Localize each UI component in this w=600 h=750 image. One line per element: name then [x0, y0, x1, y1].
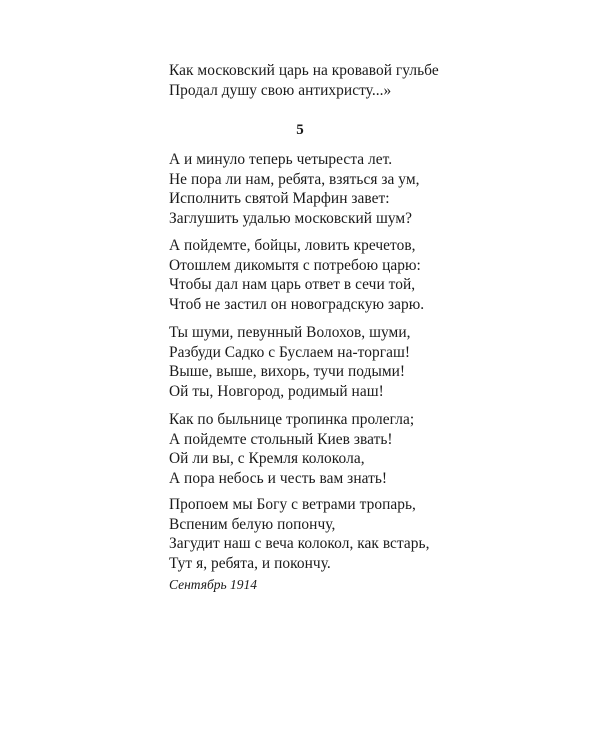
- poem-line: А пойдемте, бойцы, ловить кречетов,: [169, 237, 416, 254]
- poem-line: Заглушить удалью московский шум?: [169, 209, 413, 227]
- stanza-2: [169, 236, 424, 314]
- poem-line: Исполнить святой Марфин завет:: [169, 190, 390, 208]
- poem-line: Продал душу свою антихристу...»: [169, 81, 392, 99]
- poem-line: Выше, выше, вихорь, тучи подыми!: [169, 363, 406, 381]
- poem-line: Ой ли вы, с Кремля колокола,: [169, 450, 365, 468]
- poem-date: Сентябрь 1914: [169, 577, 258, 592]
- stanza-4: [169, 410, 414, 488]
- poem-line: Чтоб не застил он новоградскую зарю.: [169, 295, 425, 313]
- stanza-5: [169, 495, 430, 573]
- poem-line: Отошлем дикомытя с потребою царю:: [169, 256, 421, 274]
- poem-line: Не пора ли нам, ребята, взяться за ум,: [169, 170, 420, 188]
- stanza-3: [169, 323, 411, 401]
- poem-line: Ой ты, Новгород, родимый наш!: [169, 382, 384, 400]
- poem-line: А пора небось и честь вам знать!: [169, 469, 388, 487]
- poem-line: Ты шуми, певунный Волохов, шуми,: [169, 324, 411, 341]
- poem-line: Чтобы дал нам царь ответ в сечи той,: [169, 276, 416, 294]
- stanza-1: [169, 150, 420, 228]
- poem-line: Загудит наш с веча колокол, как встарь,: [169, 535, 430, 553]
- poem-line: Тут я, ребята, и покончу.: [169, 554, 331, 572]
- poem-line: Вспеним белую попончу,: [169, 515, 336, 533]
- poem-line: Как по быльнице тропинка пролегла;: [169, 411, 415, 428]
- opening-stanza: [169, 61, 439, 100]
- poem-line: А пойдемте стольный Киев звать!: [169, 430, 393, 448]
- poem-line: Как московский царь на кровавой гульбе: [169, 62, 439, 79]
- section-number: 5: [296, 122, 304, 138]
- poem-line: Разбуди Садко с Буслаем на-торгаш!: [169, 343, 411, 361]
- poem-line: Пропоем мы Богу с ветрами тропарь,: [169, 496, 416, 513]
- poem-line: А и минуло теперь четыреста лет.: [169, 151, 393, 168]
